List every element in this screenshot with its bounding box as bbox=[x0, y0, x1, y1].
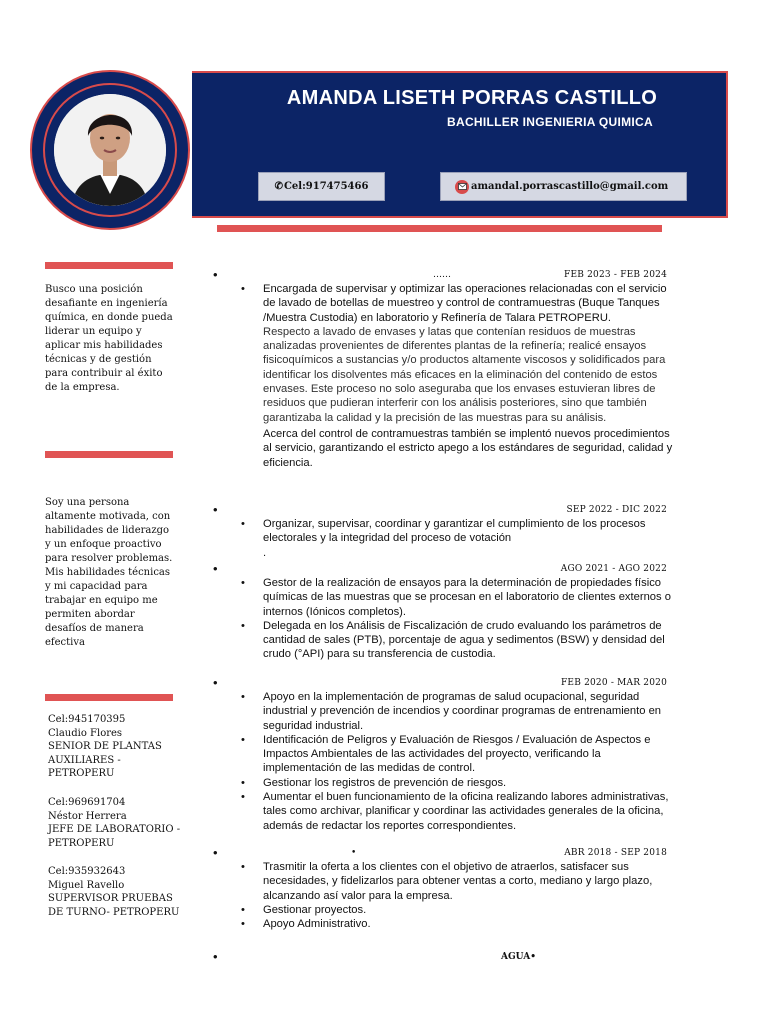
entry-bullets bbox=[213, 690, 673, 833]
experience-entry bbox=[213, 268, 673, 470]
experience-entry bbox=[213, 676, 673, 833]
bullet-item: • Gestor de la realización de ensayos para la determinación de propiedades físico químicas de las muestras que se procesan en el laboratorio de clientes externos o internos (Iónicos completos). bbox=[263, 576, 673, 619]
entry-tail: . bbox=[263, 546, 267, 559]
entry-paragraph: Respecto a lavado de envases y latas que contenían residuos de muestras analizadas provenientes de diferentes plantas de la refinería; realicé ensayos fisicoquímicos a sustancias y/o productos altamente viscosos y solidificados para identificar los disolventes más eficaces en la eliminación del contenido de estos envases. Este proceso no solo aseguraba que los envases estuvieran libres de residuos que pudieran interferir con los análisis posteriores, sino que también garantizaba la calidad y la precisión de las muestras para su análisis. bbox=[263, 325, 666, 424]
profile-photo bbox=[54, 94, 166, 206]
phone-number: Cel:917475466 bbox=[283, 181, 369, 192]
reference-role: JEFE DE LABORATORIO -PETROPERU bbox=[48, 824, 181, 849]
reference-item bbox=[48, 865, 183, 919]
entry-bullets bbox=[213, 517, 673, 546]
phone-box bbox=[258, 172, 385, 201]
bullet-item: • Gestionar proyectos. bbox=[263, 903, 673, 917]
objective-text: Busco una posición desafiante en ingeniería química, en donde pueda liderar un equipo y aplicar mis habilidades técnicas y de gestión para contribuir al éxito de la empresa. bbox=[45, 284, 173, 393]
bullet-item: • Apoyo en la implementación de programas de salud ocupacional, seguridad industrial y prevención de incendios y coordinar programas de entrenamiento en seguridad industrial. bbox=[263, 690, 673, 733]
bullet-item: • Delegada en los Análisis de Fiscalización de crudo evaluando los parámetros de cantidad de sales (PTB), porcentaje de agua y sedimentos (BSW) y densidad del crudo (°API) para su transferencia de custodia. bbox=[263, 619, 673, 662]
bullet-item: • Encargada de supervisar y optimizar las operaciones relacionadas con el servicio de lavado de botellas de muestreo y control de contramuestras (Buque Tanques /Muestra Custodia) en laboratorio y Refinería de Talara PETROPERU. bbox=[263, 282, 673, 325]
bullet-dot: • bbox=[213, 267, 218, 282]
email-address[interactable]: amandal.porrascastillo@gmail.com bbox=[471, 181, 669, 192]
email-icon bbox=[455, 180, 469, 194]
bullet-dot: • bbox=[213, 561, 218, 576]
bullet-item: • Identificación de Peligros y Evaluación de Riesgos / Evaluación de Aspectos e Impactos Ambientales de las actividades del proyecto, verificando la implementación de las medidas de control. bbox=[263, 733, 673, 776]
entry-date: FEB 2023 - FEB 2024 bbox=[564, 270, 667, 280]
reference-name: Miguel Ravello bbox=[48, 879, 125, 891]
reference-item bbox=[48, 796, 183, 850]
bullet-dot: • bbox=[213, 949, 218, 964]
entry-dots: • bbox=[351, 848, 357, 858]
reference-phone: Cel:945170395 bbox=[48, 714, 126, 725]
reference-role: SENIOR DE PLANTAS AUXILIARES -PETROPERU bbox=[48, 741, 162, 779]
experience-entry bbox=[213, 562, 673, 662]
sidebar-divider bbox=[45, 694, 173, 701]
entry-dots: …… bbox=[433, 270, 451, 280]
bullet-item: • Apoyo Administrativo. bbox=[263, 917, 673, 931]
reference-phone: Cel:969691704 bbox=[48, 797, 126, 808]
phone-icon: ✆ bbox=[274, 181, 283, 192]
entry-bullets bbox=[213, 576, 673, 662]
sidebar-divider bbox=[45, 451, 173, 458]
sidebar-divider bbox=[45, 262, 173, 269]
bullet-item: • Trasmitir la oferta a los clientes con el objetivo de atraerlos, satisfacer sus necesidades, y fidelizarlos para obtener ventas a corto, mediano y largo plazo, alcanzando así valor para la empresa. bbox=[263, 860, 673, 903]
entry-bullets bbox=[213, 282, 673, 325]
reference-item bbox=[48, 713, 183, 781]
reference-role: SUPERVISOR PRUEBAS DE TURNO- PETROPERU bbox=[48, 893, 180, 918]
bullet-item: • Aumentar el buen funcionamiento de la oficina realizando labores administrativas, tales como archivar, planificar y coordinar las actividades generales de la oficina, además de redactar los reportes correspondientes. bbox=[263, 790, 673, 833]
entry-label: AGUA• bbox=[501, 952, 536, 962]
entry-date: FEB 2020 - MAR 2020 bbox=[560, 678, 667, 688]
bullet-dot: • bbox=[213, 845, 218, 860]
experience-entry bbox=[213, 503, 673, 560]
entry-paragraph: Acerca del control de contramuestras también se implentó nuevos procedimientos al servicio, garantizando el estricto apego a los estándares de seguridad, calidad y eficiencia. bbox=[263, 427, 673, 469]
bullet-dot: • bbox=[213, 675, 218, 690]
header-divider bbox=[217, 225, 662, 232]
bullet-item: • Gestionar los registros de prevención de riesgos. bbox=[263, 776, 673, 790]
email-box bbox=[440, 172, 687, 201]
reference-name: Néstor Herrera bbox=[48, 810, 127, 822]
reference-name: Claudio Flores bbox=[48, 727, 123, 739]
bullet-item: • Organizar, supervisar, coordinar y garantizar el cumplimiento de los procesos electorales y la integridad del proceso de votación bbox=[263, 517, 673, 546]
experience-entry bbox=[213, 846, 673, 931]
entry-bullets bbox=[213, 860, 673, 931]
profile-photo-frame bbox=[30, 70, 190, 230]
profile-text: Soy una persona altamente motivada, con habilidades de liderazgo y un enfoque proactivo para resolver problemas. Mis habilidades técnicas y mi capacidad para trabajar en equipo me permiten abordar desafíos de manera efectiva bbox=[45, 497, 173, 648]
job-title: BACHILLER INGENIERIA QUIMICA bbox=[447, 115, 653, 129]
experience-entry bbox=[213, 950, 673, 964]
entry-date: ABR 2018 - SEP 2018 bbox=[564, 848, 667, 858]
entry-date: AGO 2021 - AGO 2022 bbox=[560, 564, 667, 574]
reference-phone: Cel:935932643 bbox=[48, 866, 126, 877]
bullet-dot: • bbox=[213, 502, 218, 517]
full-name: AMANDA LISETH PORRAS CASTILLO bbox=[286, 87, 658, 109]
entry-date: SEP 2022 - DIC 2022 bbox=[566, 505, 667, 515]
